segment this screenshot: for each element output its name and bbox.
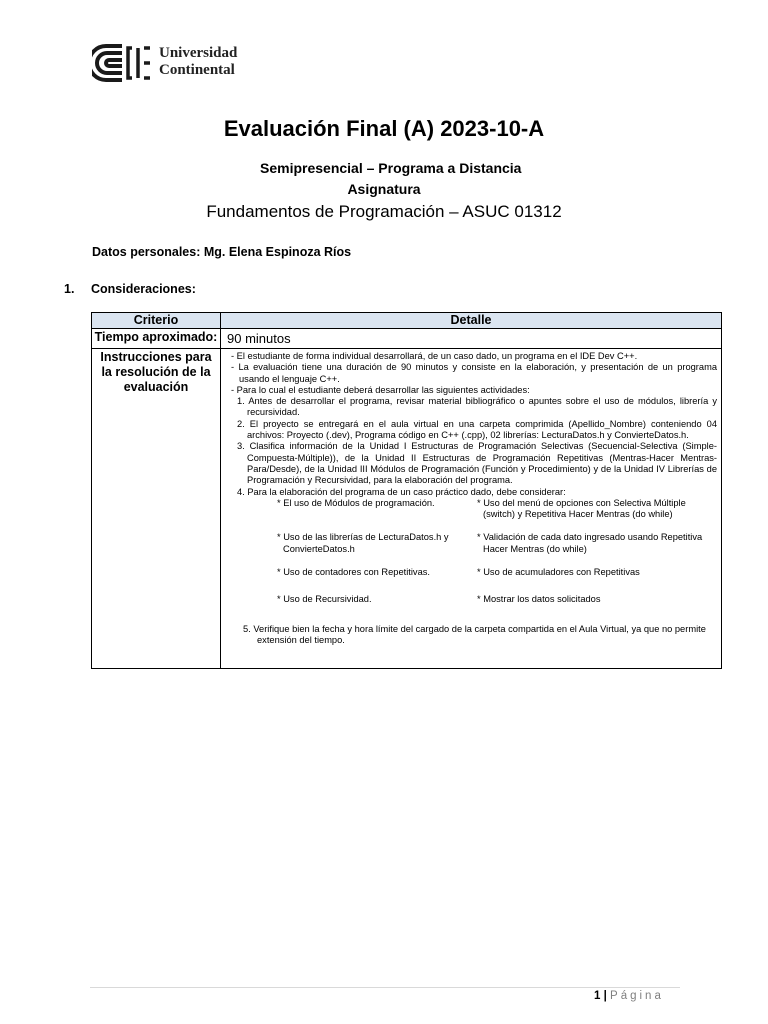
list-item: 2. El proyecto se entregará en el aula virtual en una carpeta comprimida (Apellido_Nombre) conteniendo 04 archivos: Proyecto (.dev), Programa código en C++ (.cpp), 02 librerías: LecturaDatos.h y ConvierteDatos.h. — [237, 418, 717, 441]
page-footer — [594, 990, 664, 1002]
list-item: 5. Verifique bien la fecha y hora límite del cargado de la carpeta compartida en el Aula Virtual, ya que no permite extensión del tiempo. — [243, 623, 706, 645]
requirements-grid — [275, 498, 717, 606]
considerations-table — [91, 312, 722, 669]
logo-line-2: Continental — [159, 62, 235, 78]
footer-separator: | — [603, 990, 607, 1002]
logo-wordmark — [159, 45, 237, 79]
section-number: 1. — [64, 282, 75, 296]
requirement-item: * El uso de Módulos de programación. — [277, 497, 435, 508]
list-item: - Para lo cual el estudiante deberá desarrollar las siguientes actividades: — [231, 384, 530, 395]
criterio-cell: Tiempo aproximado: — [92, 329, 221, 349]
logo-line-1: Universidad — [159, 45, 238, 61]
header-detalle: Detalle — [221, 313, 722, 329]
footer-divider — [90, 987, 680, 988]
requirement-item: * Uso de acumuladores con Repetitivas — [477, 567, 640, 578]
requirement-item: * Uso del menú de opciones con Selectiva Múltiple (switch) y Repetitiva Hacer Mentras (do while) — [477, 497, 686, 520]
list-item: - La evaluación tiene una duración de 90 minutos y consiste en la elaboración, y presentación de un programa usando el lenguaje C++. — [231, 362, 717, 384]
table-row — [92, 349, 722, 669]
requirement-item: * Uso de contadores con Repetitivas. — [277, 567, 430, 578]
table-row — [92, 329, 722, 349]
requirement-item: * Mostrar los datos solicitados — [477, 594, 601, 605]
list-item: - El estudiante de forma individual desarrollará, de un caso dado, un programa en el IDE Dev C++. — [231, 351, 638, 361]
list-item: 3. Clasifica información de la Unidad I Estructuras de Programación Selectivas (Secuencial-Selectiva (Simple-Compuesta-Múltiple)), de la Unidad II Estructuras de Programación Repetitivas (Mentras-Hacer Mentras-Para/Desde), de la Unidad III Módulos de Programación (Función y Procedimiento) y de la Unidad IV Librerías de Programación y Recursividad, para la elaboración del programa. — [237, 441, 717, 486]
requirement-item: * Validación de cada dato ingresado usando Repetitiva Hacer Mentras (do while) — [477, 532, 703, 554]
section-label: Consideraciones: — [91, 282, 196, 296]
requirement-item: * Uso de Recursividad. — [277, 594, 372, 605]
header-criterio: Criterio — [92, 313, 221, 329]
page-number: 1 — [594, 990, 601, 1002]
subtitle-asignatura: Asignatura — [347, 181, 421, 197]
table-header-row — [92, 313, 722, 329]
detalle-cell — [221, 349, 722, 669]
subtitle-mode: Semipresencial – Programa a Distancia — [260, 160, 522, 176]
list-item: 1. Antes de desarrollar el programa, revisar material bibliográfico o apuntes sobre el uso de módulos, librería y recursividad. — [237, 396, 717, 418]
subtitle-course: Fundamentos de Programación – ASUC 01312 — [206, 202, 562, 221]
document-title: Evaluación Final (A) 2023-10-A — [223, 116, 545, 141]
personal-data: Datos personales: Mg. Elena Espinoza Ríos — [92, 245, 352, 259]
detalle-cell: 90 minutos — [221, 329, 722, 349]
list-item: 4. Para la elaboración del programa de un caso práctico dado, debe considerar: — [237, 486, 566, 497]
page-label: Página — [610, 990, 664, 1002]
section-heading — [64, 282, 196, 296]
requirement-item: * Uso de las librerías de LecturaDatos.h y ConvierteDatos.h — [277, 532, 449, 554]
criterio-cell: Instrucciones para la resolución de la evaluación — [92, 349, 221, 669]
